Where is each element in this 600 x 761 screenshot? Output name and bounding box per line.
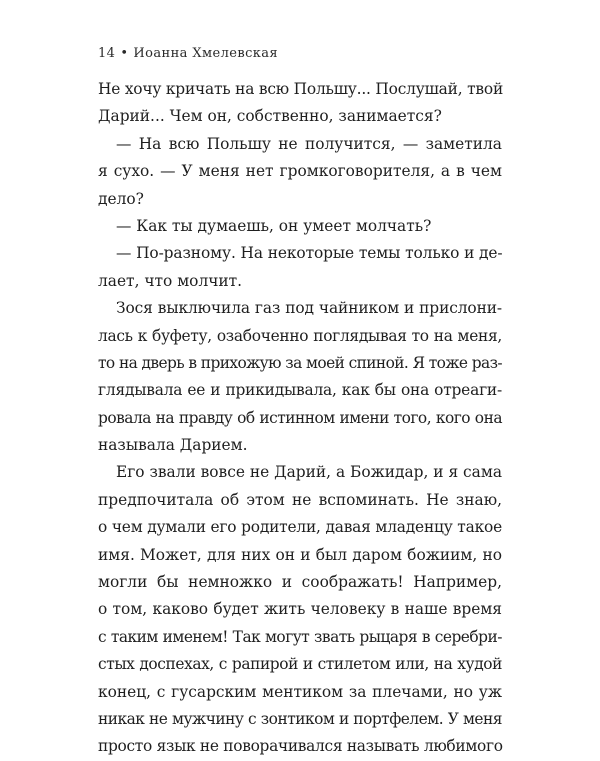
- text-line: Не хочу кричать на всю Польшу... Послушай, твой: [98, 80, 504, 98]
- text-line: могли бы немножко и соображать! Например,: [98, 573, 502, 592]
- text-line: ровала на правду об истинном имени того, кого она: [98, 408, 502, 427]
- text-line: с таким именем! Так могут звать рыцаря в серебри-: [98, 627, 502, 646]
- body-text: [98, 76, 502, 761]
- text-line: никак не мужчину с зонтиком и портфелем. У меня: [98, 709, 502, 728]
- text-line: Дарий... Чем он, собственно, занимается?: [98, 107, 442, 126]
- text-line: дело?: [98, 189, 144, 208]
- text-line: лась к буфету, озабоченно поглядывая то на меня,: [98, 326, 502, 345]
- author-name: Иоанна Хмелевская: [133, 46, 279, 61]
- text-line: имя. Может, для них он и был даром божиим, но: [98, 545, 502, 564]
- text-line: лает, что молчит.: [98, 271, 243, 290]
- text-line: конец, с гусарским ментиком за плечами, но уж: [98, 682, 502, 701]
- text-line: Зося выключила газ под чайником и прислони-: [116, 299, 502, 318]
- text-line: о чем думали его родители, давая младенцу такое: [98, 518, 502, 537]
- text-line: то на дверь в прихожую за моей спиной. Я тоже раз-: [98, 353, 502, 372]
- text-line: — Как ты думаешь, он умеет молчать?: [116, 216, 432, 235]
- text-line: называла Дарием.: [98, 436, 248, 455]
- running-head: [98, 46, 278, 61]
- text-line: — По-разному. На некоторые темы только и де-: [116, 244, 503, 263]
- header-separator: •: [120, 46, 129, 61]
- text-line: я сухо. — У меня нет громкоговорителя, а в чем: [98, 162, 502, 181]
- text-line: предпочитала об этом не вспоминать. Не знаю,: [98, 490, 502, 509]
- text-line: о том, каково будет жить человеку в наше время: [98, 600, 502, 619]
- text-line: стых доспехах, с рапирой и стилетом или, на худой: [98, 655, 502, 674]
- text-line: просто язык не поворачивался называть любимого: [98, 737, 503, 756]
- text-line: Его звали вовсе не Дарий, а Божидар, и я сама: [116, 463, 502, 482]
- page-number: 14: [98, 46, 116, 61]
- text-line: глядывала ее и прикидывала, как бы она отреаги-: [98, 381, 502, 400]
- text-line: — На всю Польшу не получится, — заметила: [116, 134, 502, 153]
